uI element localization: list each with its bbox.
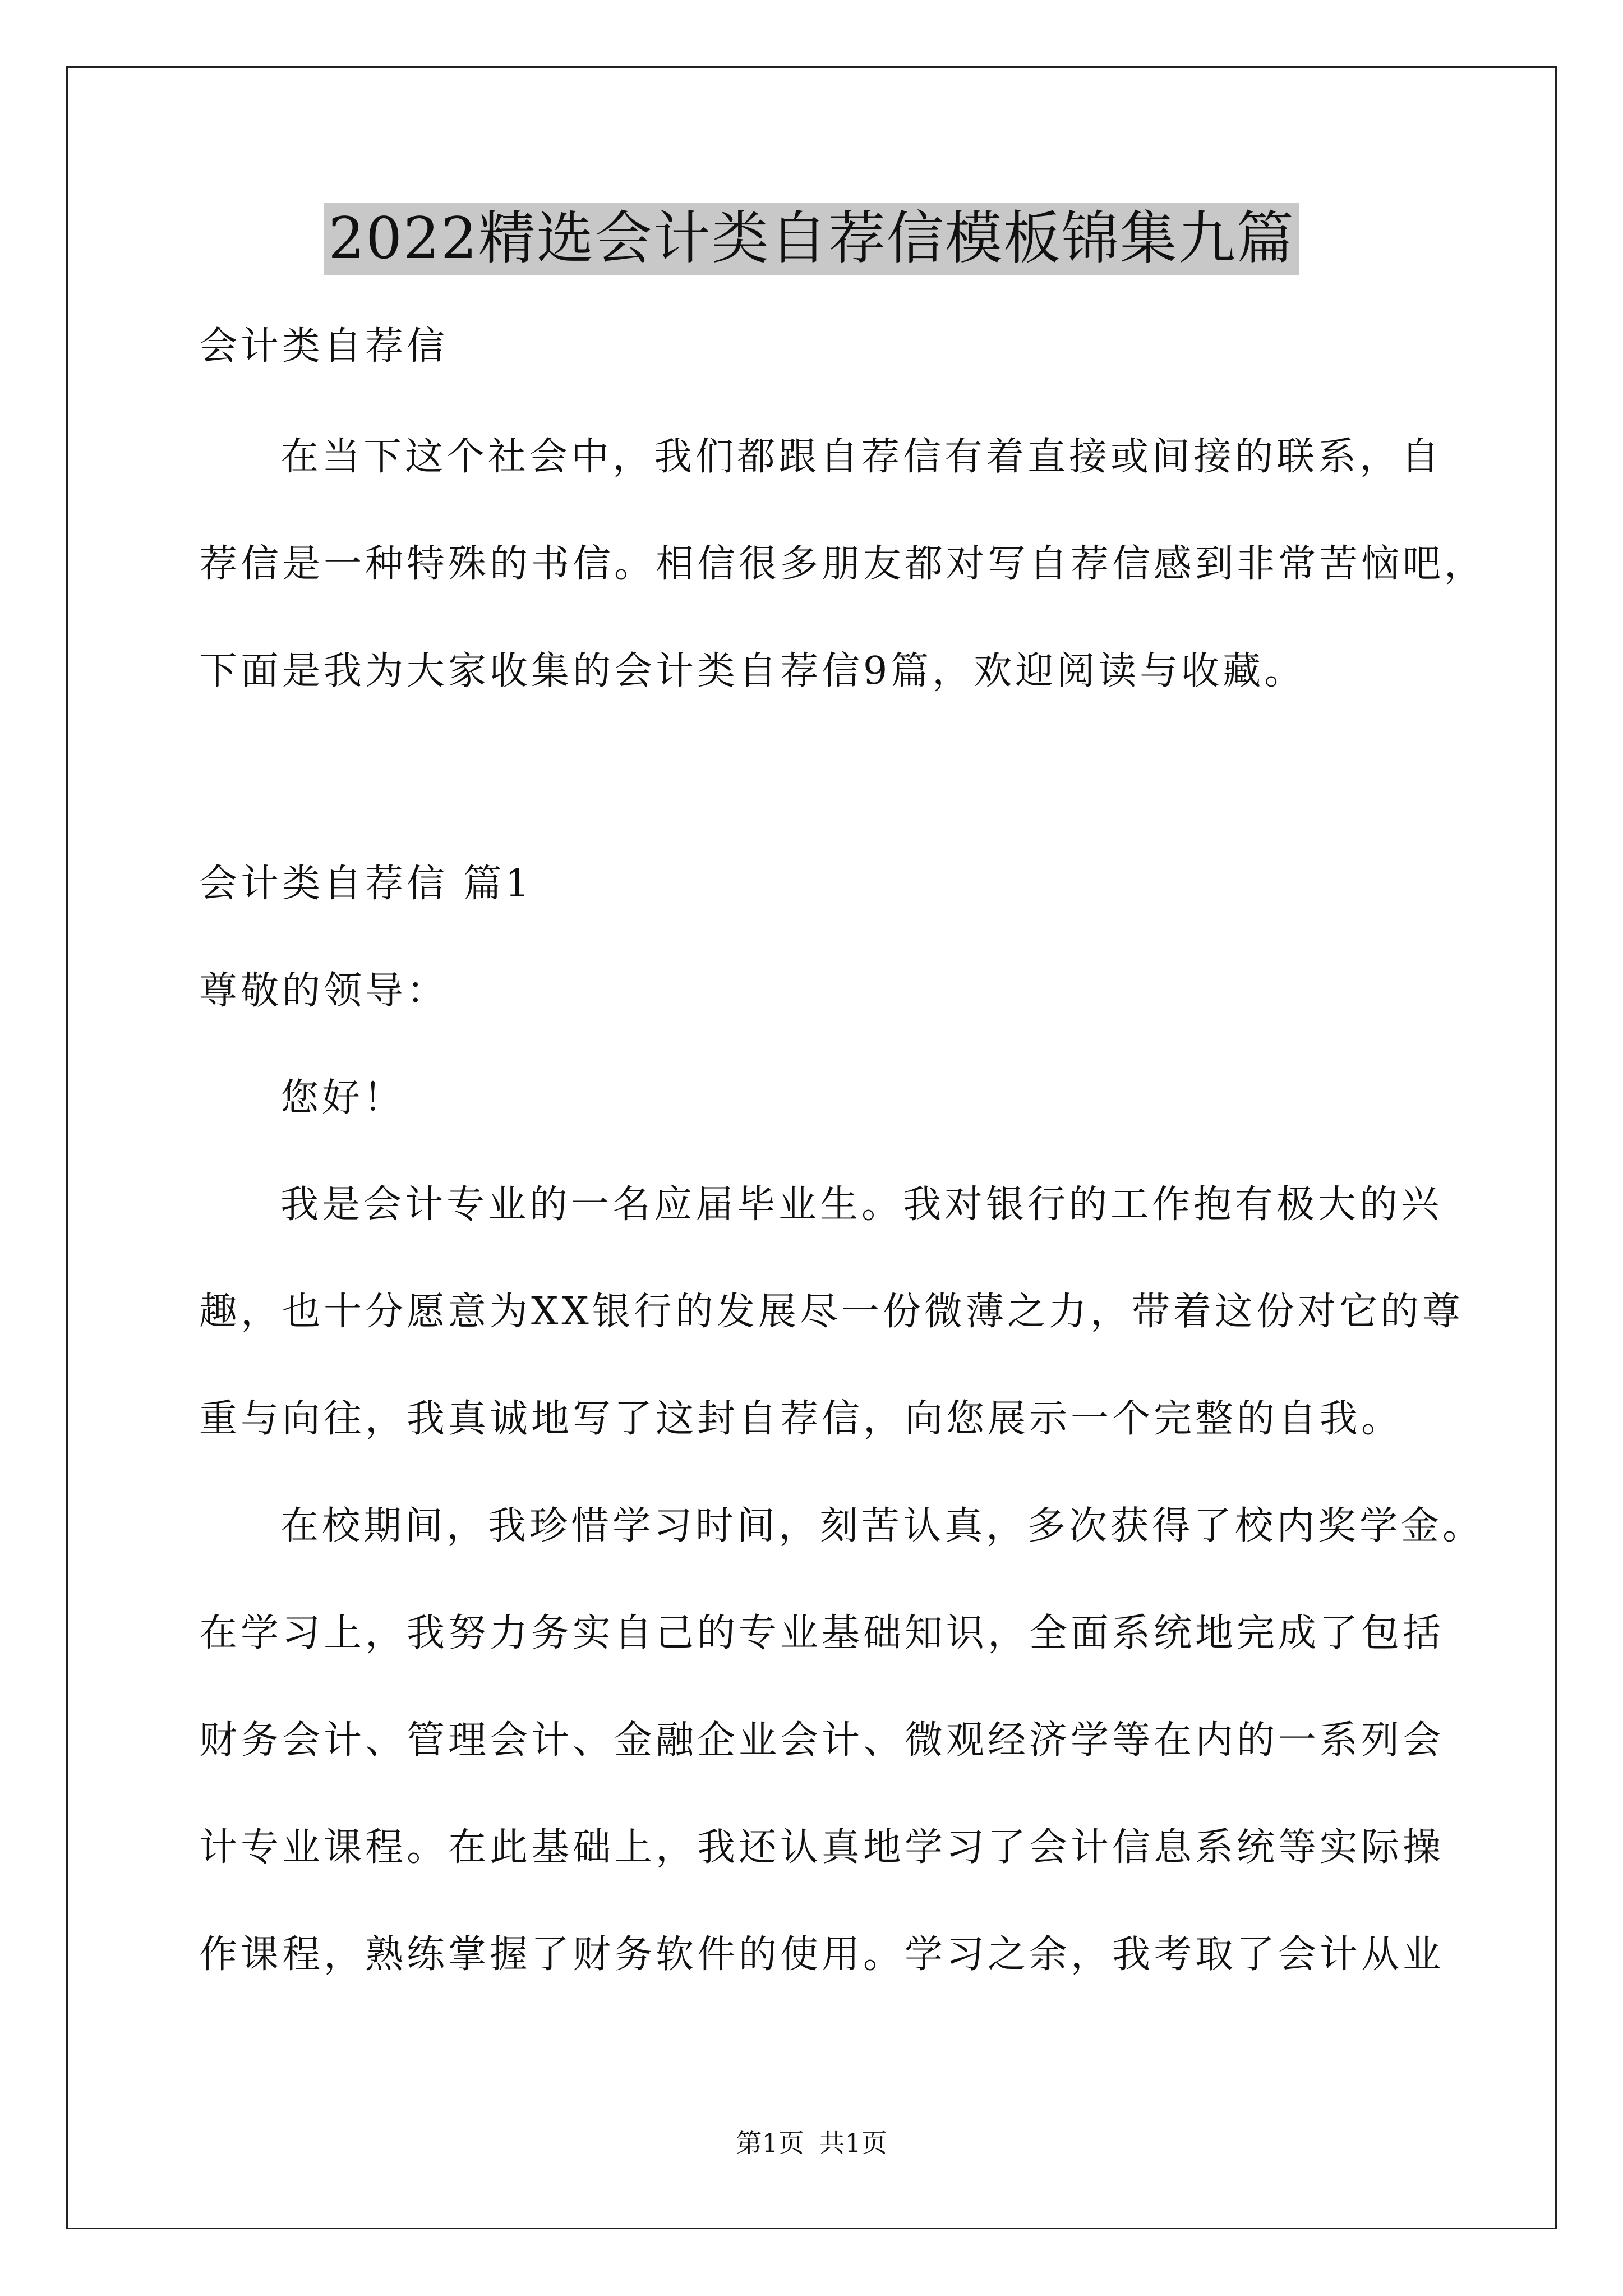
section-heading: 会计类自荐信 (199, 324, 449, 369)
paragraph-line: 荐信是一种特殊的书信。相信很多朋友都对写自荐信感到非常苦恼吧， (199, 542, 1486, 586)
paragraph-line: 我是会计专业的一名应届毕业生。我对银行的工作抱有极大的兴 (280, 1182, 1443, 1227)
paragraph-line: 在校期间，我珍惜学习时间，刻苦认真，多次获得了校内奖学金。 (280, 1504, 1484, 1548)
section-heading: 会计类自荐信 篇1 (199, 862, 533, 906)
paragraph-line: 财务会计、管理会计、金融企业会计、微观经济学等在内的一系列会 (199, 1718, 1445, 1763)
page-number: 第1页 (736, 2128, 804, 2158)
document-title: 2022精选会计类自荐信模板锦集九篇 (324, 203, 1299, 275)
paragraph-line: 在学习上，我努力务实自己的专业基础知识，全面系统地完成了包括 (199, 1611, 1445, 1655)
greeting: 您好！ (280, 1076, 405, 1120)
salutation: 尊敬的领导： (199, 969, 449, 1013)
paragraph-line: 重与向往，我真诚地写了这封自荐信，向您展示一个完整的自我。 (199, 1397, 1403, 1441)
paragraph-line: 趣，也十分愿意为XX银行的发展尽一份微薄之力，带着这份对它的尊 (199, 1290, 1464, 1334)
paragraph-line: 下面是我为大家收集的会计类自荐信9篇，欢迎阅读与收藏。 (199, 649, 1306, 693)
title-container (0, 203, 1623, 275)
page-total: 共1页 (819, 2128, 887, 2158)
paragraph-line: 作课程，熟练掌握了财务软件的使用。学习之余，我考取了会计从业 (199, 1932, 1445, 1977)
page-footer (0, 2126, 1623, 2160)
paragraph-line: 计专业课程。在此基础上，我还认真地学习了会计信息系统等实际操 (199, 1825, 1445, 1870)
page-border (66, 66, 1557, 2229)
paragraph-line: 在当下这个社会中，我们都跟自荐信有着直接或间接的联系，自 (280, 435, 1443, 479)
